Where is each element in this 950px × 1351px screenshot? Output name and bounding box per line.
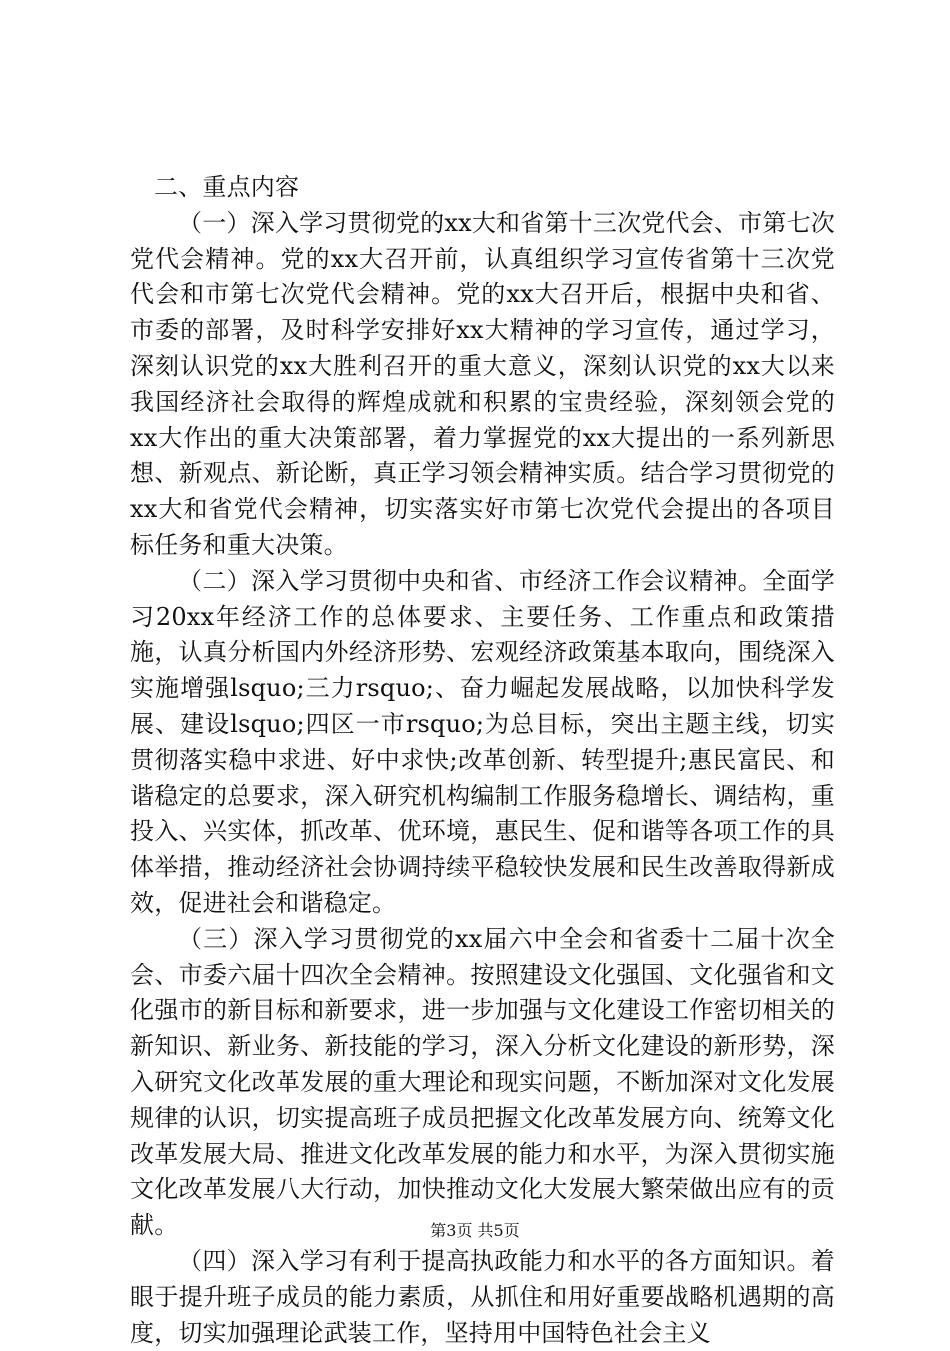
paragraph-4: （四）深入学习有利于提高执政能力和水平的各方面知识。着眼于提升班子成员的能力素质，从抓住和用好重要战略机遇期的高度，切实加强理论武装工作，坚持用中国特色社会主义: [130, 1246, 835, 1347]
page-number-footer: 第3页 共5页: [430, 1221, 520, 1240]
paragraph-1: （一）深入学习贯彻党的xx大和省第十三次党代会、市第七次党代会精神。党的xx大召开前，认真组织学习宣传省第十三次党代会和市第七次党代会精神。党的xx大召开后，根据中央和省、市委的部署，及时科学安排好xx大精神的学习宣传，通过学习，深刻认识党的xx大胜利召开的重大意义，深刻认识党的xx大以来我国经济社会取得的辉煌成就和积累的宝贵经验，深刻领会党的xx大作出的重大决策部署，着力掌握党的xx大提出的一系列新思想、新观点、新论断，真正学习领会精神实质。结合学习贯彻党的xx大和省党代会精神，切实落实好市第七次党代会提出的各项目标任务和重大决策。: [130, 208, 835, 559]
paragraph-3: （三）深入学习贯彻党的xx届六中全会和省委十二届十次全会、市委六届十四次全会精神。按照建设文化强国、文化强省和文化强市的新目标和新要求，进一步加强与文化建设工作密切相关的新知识、新业务、新技能的学习，深入分析文化建设的新形势，深入研究文化改革发展的重大理论和现实问题，不断加深对文化发展规律的认识，切实提高班子成员把握文化改革发展方向、统筹文化改革发展大局、推进文化改革发展的能力和水平，为深入贯彻实施文化改革发展八大行动，加快推动文化大发展大繁荣做出应有的贡献。: [130, 924, 835, 1240]
document-body: [130, 170, 835, 1351]
section-heading: 二、重点内容: [154, 173, 300, 201]
paragraph-2: （二）深入学习贯彻中央和省、市经济工作会议精神。全面学习20xx年经济工作的总体要求、主要任务、工作重点和政策措施，认真分析国内外经济形势、宏观经济政策基本取向，围绕深入实施增强lsquo;三力rsquo;、奋力崛起发展战略，以加快科学发展、建设lsquo;四区一市rsquo;为总目标，突出主题主线，切实贯彻落实稳中求进、好中求快;改革创新、转型提升;惠民富民、和谐稳定的总要求，深入研究机构编制工作服务稳增长、调结构，重投入、兴实体，抓改革、优环境，惠民生、促和谐等各项工作的具体举措，推动经济社会协调持续平稳较快发展和民生改善取得新成效，促进社会和谐稳定。: [130, 566, 835, 917]
